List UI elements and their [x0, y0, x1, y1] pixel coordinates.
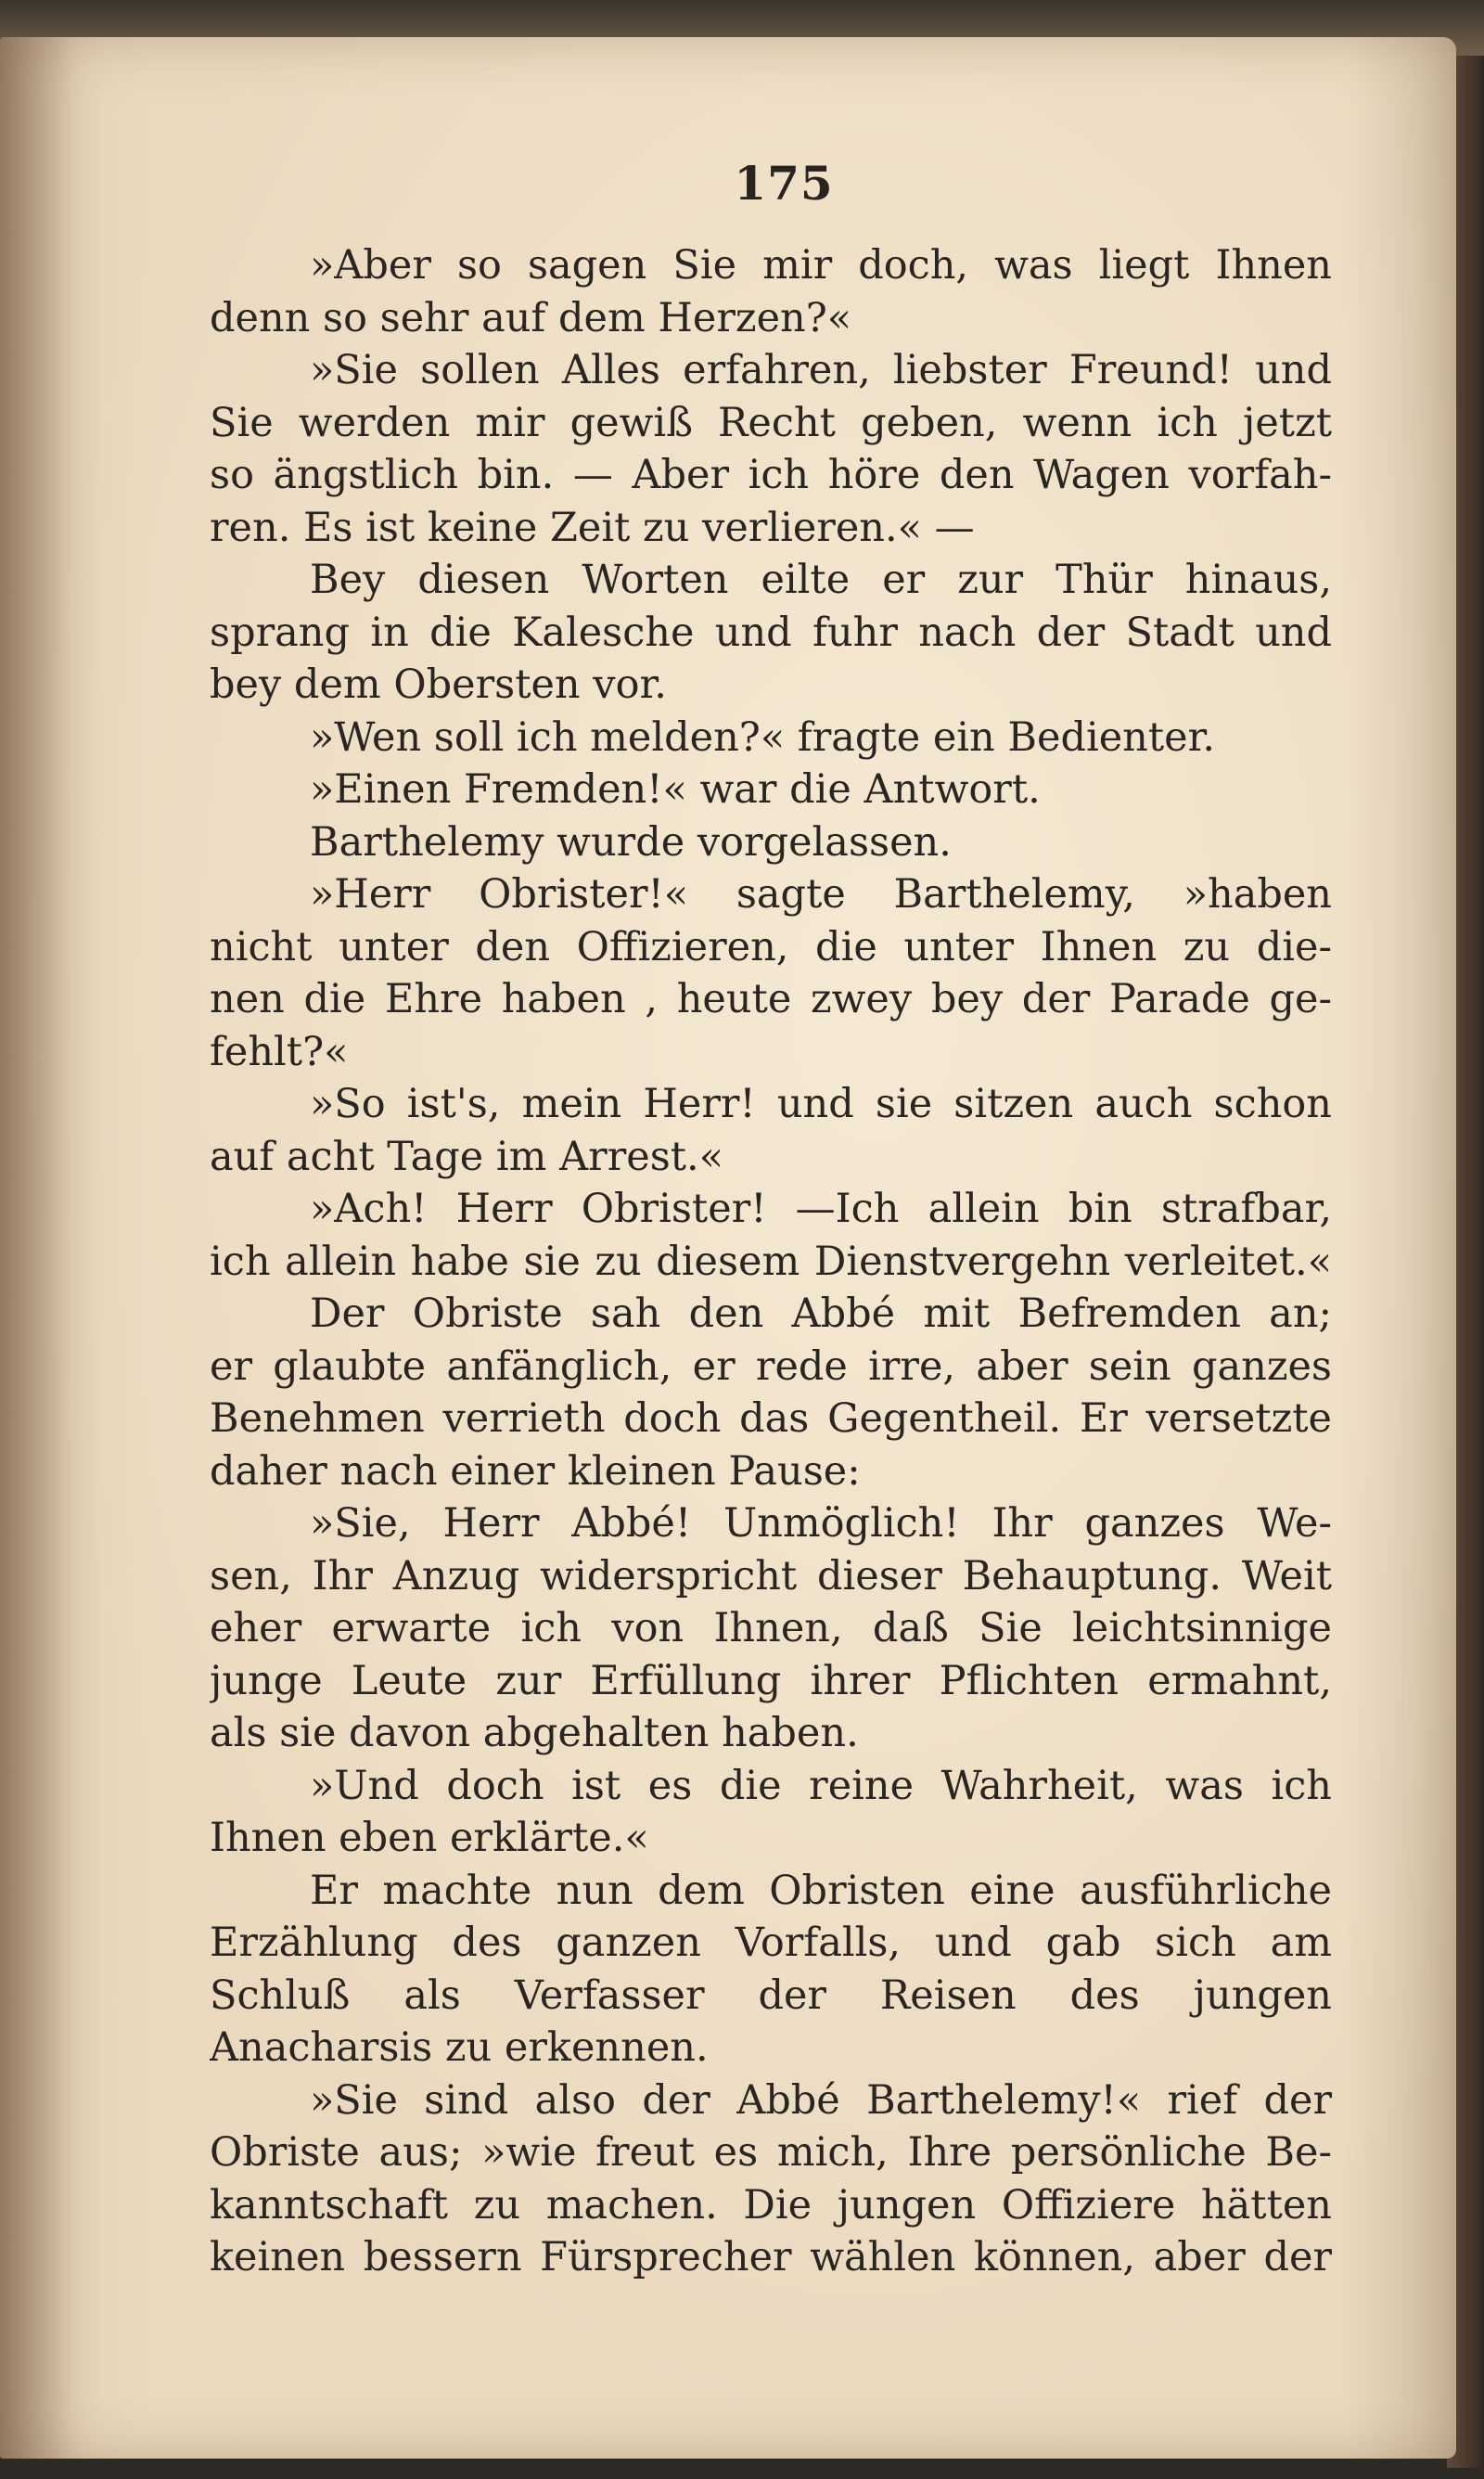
- page-number: 175: [734, 156, 834, 211]
- text-line: so ängstlich bin. — Aber ich höre den Wagen vorfah-: [210, 452, 1332, 498]
- text-line: Schluß als Verfasser der Reisen des jungen: [210, 1972, 1332, 2019]
- body-text: [210, 239, 1332, 2284]
- text-line: junge Leute zur Erfüllung ihrer Pflichten ermahnt,: [210, 1657, 1332, 1704]
- text-line: »Und doch ist es die reine Wahrheit, was ich: [310, 1762, 1332, 1809]
- text-line: Barthelemy wurde vorgelassen.: [310, 818, 952, 866]
- text-line: auf acht Tage im Arrest.«: [210, 1133, 724, 1180]
- text-line: sen, Ihr Anzug widerspricht dieser Behauptung. Weit: [210, 1552, 1332, 1599]
- text-line: »Sie, Herr Abbé! Unmöglich! Ihr ganzes We-: [310, 1500, 1332, 1547]
- text-line: er glaubte anfänglich, er rede irre, aber sein ganzes: [210, 1342, 1332, 1390]
- text-line: Er machte nun dem Obristen eine ausführliche: [310, 1867, 1332, 1914]
- text-line: eher erwarte ich von Ihnen, daß Sie leichtsinnige: [210, 1605, 1332, 1651]
- text-line: »Einen Fremden!« war die Antwort.: [310, 766, 1041, 813]
- page-gutter-shadow: [0, 37, 102, 2459]
- text-line: »Aber so sagen Sie mir doch, was liegt Ihnen: [310, 242, 1332, 289]
- text-line: Ihnen eben erklärte.«: [210, 1815, 649, 1861]
- text-line: »So ist's, mein Herr! und sie sitzen auch schon: [310, 1081, 1332, 1127]
- text-line: keinen bessern Fürsprecher wählen können, aber der: [210, 2234, 1332, 2280]
- text-line: daher nach einer kleinen Pause:: [210, 1447, 861, 1495]
- text-line: Sie werden mir gewiß Recht geben, wenn ich jetzt: [210, 399, 1332, 446]
- text-line: kanntschaft zu machen. Die jungen Offiziere hätten: [210, 2181, 1332, 2229]
- text-line: nicht unter den Offizieren, die unter Ihnen zu die-: [210, 923, 1332, 970]
- text-line: Benehmen verrieth doch das Gegentheil. Er versetzte: [210, 1395, 1332, 1442]
- text-line: »Ach! Herr Obrister! —Ich allein bin strafbar,: [310, 1186, 1332, 1232]
- text-line: Anacharsis zu erkennen.: [210, 2024, 709, 2071]
- text-line: denn so sehr auf dem Herzen?«: [210, 294, 852, 341]
- text-line: ren. Es ist keine Zeit zu verlieren.« —: [210, 504, 975, 551]
- text-line: nen die Ehre haben , heute zwey bey der Parade ge-: [210, 976, 1332, 1022]
- text-line: bey dem Obersten vor.: [210, 661, 667, 708]
- text-line: als sie davon abgehalten haben.: [210, 1710, 859, 1756]
- text-line: »Sie sollen Alles erfahren, liebster Freund! und: [310, 347, 1332, 393]
- text-line: ich allein habe sie zu diesem Dienstvergehn verleitet.«: [210, 1238, 1332, 1285]
- text-line: Erzählung des ganzen Vorfalls, und gab sich am: [210, 1920, 1332, 1966]
- text-line: »Wen soll ich melden?« fragte ein Bedienter.: [310, 713, 1216, 761]
- text-line: Bey diesen Worten eilte er zur Thür hinaus,: [310, 557, 1332, 603]
- text-line: Der Obriste sah den Abbé mit Befremden an;: [310, 1291, 1332, 1337]
- text-line: »Herr Obrister!« sagte Barthelemy, »haben: [310, 871, 1332, 918]
- text-line: sprang in die Kalesche und fuhr nach der Stadt und: [210, 609, 1332, 656]
- text-line: »Sie sind also der Abbé Barthelemy!« rief der: [310, 2076, 1332, 2124]
- text-line: fehlt?«: [210, 1028, 349, 1075]
- text-line: Obriste aus; »wie freut es mich, Ihre persönliche Be-: [210, 2129, 1332, 2176]
